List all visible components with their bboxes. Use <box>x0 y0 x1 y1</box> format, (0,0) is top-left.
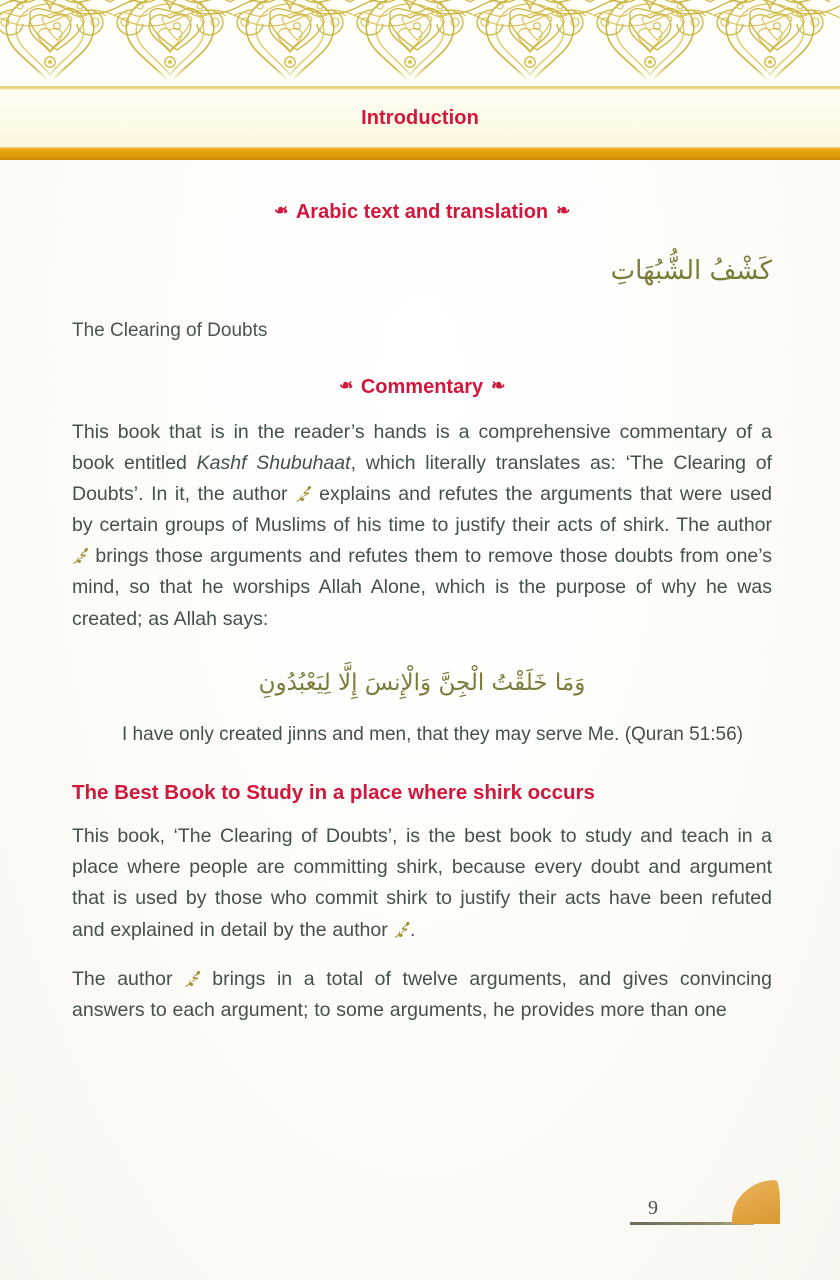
footer-fan-icon <box>732 1180 780 1224</box>
section-heading-commentary-label: Commentary <box>360 375 484 398</box>
flourish-right-icon: ❧ <box>491 375 506 395</box>
section-heading-arabic-translation <box>72 200 772 224</box>
flourish-left-icon: ❧ <box>338 375 353 395</box>
section-heading-arabic-translation-label: Arabic text and translation <box>295 201 549 223</box>
paragraph-text: . <box>410 918 416 941</box>
header-thick-rule <box>0 147 840 160</box>
paragraph-best-book <box>72 821 772 946</box>
flourish-right-icon: ❧ <box>556 201 571 220</box>
paragraph-text: brings in a total of twelve arguments, and gives convincing answers to each argument; to some arguments, he provides more than one <box>72 967 773 1021</box>
paragraph-text: The author <box>72 967 185 990</box>
paragraph-text: This book that is in the reader’s hands is a comprehensive commentary of a book entitled <box>72 420 772 474</box>
content-column <box>72 186 772 1026</box>
paragraph-text: brings those arguments and refutes them to remove those doubts from one’s mind, so that he worships Allah Alone, which is the purpose of why he was created; as Allah says: <box>72 545 772 630</box>
sub-heading-best-book: The Best Book to Study in a place where shirk occurs <box>72 781 595 805</box>
paragraph-commentary-intro <box>72 417 772 635</box>
book-title-translation: The Clearing of Doubts <box>72 320 268 341</box>
book-title-italic: Kashf Shubuhaat <box>196 451 351 474</box>
paragraph-twelve-arguments <box>72 964 772 1026</box>
paragraph-text: This book, ‘The Clearing of Doubts’, is the best book to study and teach in a place where people are committing shirk, because every doubt and argument that is used by those who commit shirk to justify their acts have been refuted and explained in detail by the author <box>72 825 772 941</box>
quran-verse-translation: I have only created jinns and men, that they may serve Me. (Quran 51:56) <box>122 723 743 745</box>
paragraph-text: explains and refutes the arguments that were used by certain groups of Muslims of his time to justify their acts of shirk. The author <box>72 482 772 537</box>
rahimahullah-icon: ﷴ <box>393 922 411 941</box>
page-number: 9 <box>648 1197 658 1219</box>
rahimahullah-icon: ﷴ <box>184 971 201 990</box>
running-head-band <box>0 90 840 147</box>
flourish-left-icon: ❧ <box>273 201 288 220</box>
rahimahullah-icon: ﷴ <box>72 549 89 568</box>
header-ornament <box>0 0 840 86</box>
page-footer <box>622 1180 792 1242</box>
arabic-book-title: كَشْفُ الشُّبُهَاتِ <box>610 256 772 286</box>
quran-verse-arabic: وَمَا خَلَقْتُ الْجِنَّ وَالْإِنسَ إِلَّا لِيَعْبُدُونِ <box>258 669 586 696</box>
paragraph-text: , which literally translates as: ‘The Clearing of Doubts’. In it, the author <box>72 451 772 505</box>
rahimahullah-icon: ﷴ <box>295 486 312 505</box>
section-heading-commentary <box>72 375 772 399</box>
page-title: Introduction <box>361 107 479 129</box>
